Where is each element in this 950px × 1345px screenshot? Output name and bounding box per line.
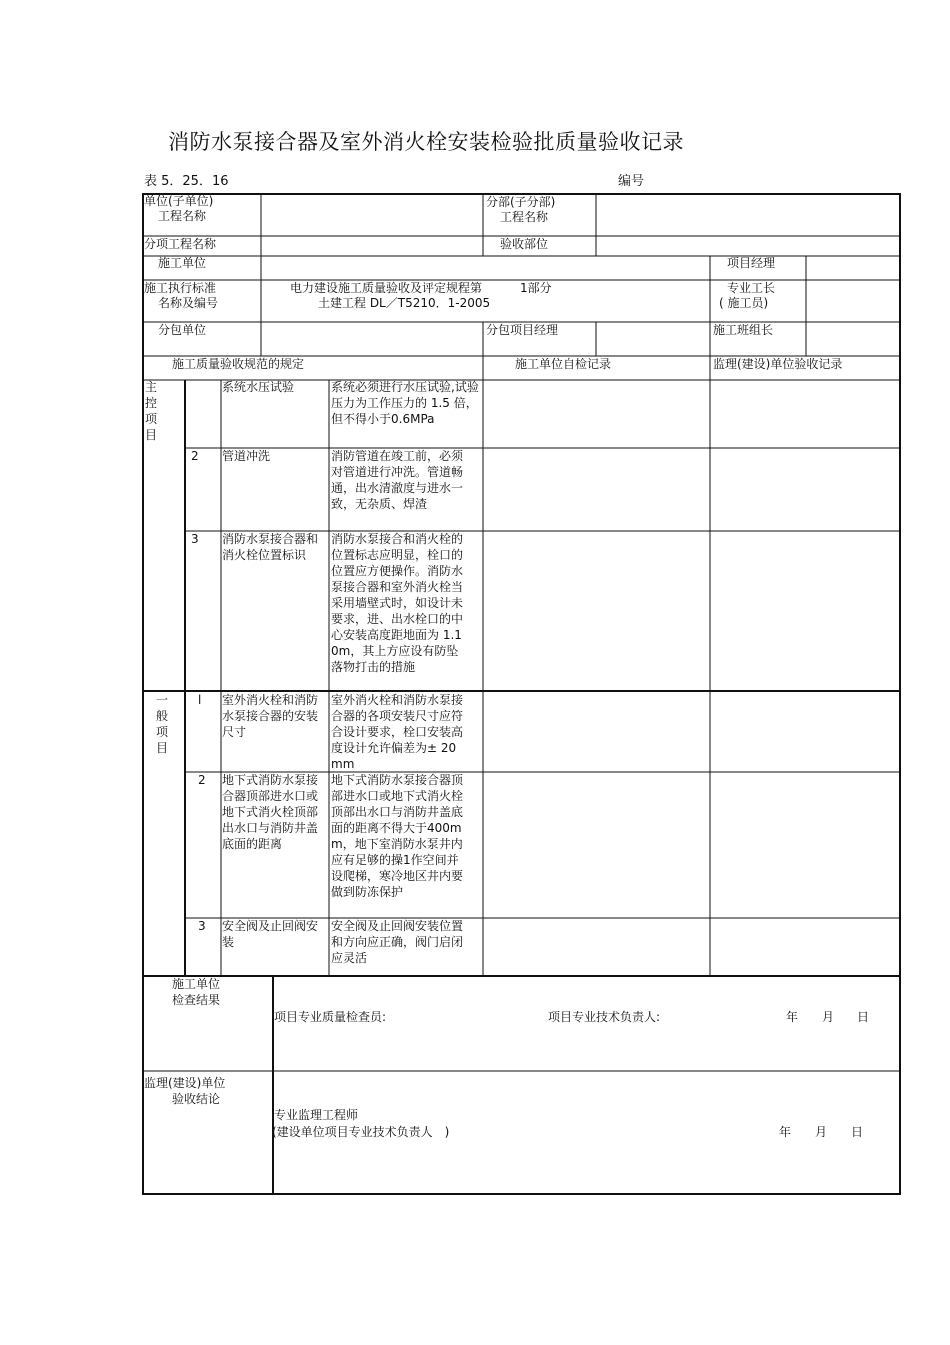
page-title: 消防水泵接合器及室外消火栓安装检验批质量验收记录 [168,130,684,154]
general-items-label-char: 目 [156,741,169,755]
item-name: 系统水压试验 [222,380,295,394]
supervisor-label-2: (建设单位项目专业技术负责人 ) [272,1125,450,1139]
check-result-label-2: 检查结果 [172,993,221,1007]
item-requirement: 消防水泵接合和消火栓的位置标志应明显，栓口的位置应方便操作。消防水泵接合器和室外消火栓当采用墙壁式时，如设计未要求，进、出水栓口的中心安装高度距地面为 1.10m，其上方应设有防坠落物打击的措施 [331,532,464,674]
standard-value-part: 1部分 [520,281,552,295]
item-name: 管道冲洗 [222,449,271,463]
table-number: 表 5．25．16 [144,174,229,189]
conclusion-label-2: 验收结论 [172,1092,221,1106]
item-name: 地下式消防水泵接合器顶部进水口或地下式消火栓顶部出水口与消防井盖底面的距离 [222,773,319,851]
item-requirement: 室外消火栓和消防水泵接合器的各项安装尺寸应符合设计要求，栓口安装高度设计允许偏差为± 20mm [331,693,464,771]
sub-part-label-1: 分部(子分部) [486,195,556,209]
conclusion-label-1: 监理(建设)单位 [144,1076,226,1090]
main-items-label-char: 控 [145,396,158,410]
standard-value-1: 电力建设施工质量验收及评定规程第 [290,281,483,295]
item-name: 消防水泵接合器和消火栓位置标识 [222,532,319,562]
standard-label-2: 名称及编号 [158,296,219,310]
date-day: 日 [851,1125,864,1139]
date-month: 月 [815,1125,828,1139]
main-items-label-char: 项 [145,412,158,426]
date-year: 年 [779,1125,792,1139]
item-requirement: 地下式消防水泵接合器顶部进水口或地下式消火栓顶部出水口与消防井盖底面的距离不得大于400mm，地下室消防水泵井内应有足够的操1作空间并设爬梯，寒冷地区井内要做到防冻保护 [331,773,464,899]
sub-part-label-2: 工程名称 [500,210,549,224]
inspector-label: 项目专业质量检查员: [274,1010,387,1024]
foreman-label-2: ( 施工员) [719,296,769,310]
item-name: 安全阀及止回阀安装 [222,919,319,949]
column-spec: 施工质量验收规范的规定 [172,357,305,371]
date-year: 年 [786,1010,799,1024]
item-requirement: 安全阀及止回阀安装位置和方向应正确，阀门启闭应灵活 [331,919,464,965]
row-number: 3 [198,919,206,933]
team-leader-label: 施工班组长 [713,323,774,337]
supervisor-label-1: 专业监理工程师 [274,1108,359,1122]
sub-item-label: 分项工程名称 [144,237,217,251]
subcontract-unit-label: 分包单位 [158,323,207,337]
row-number: 2 [198,773,206,787]
item-requirement: 消防管道在竣工前，必须对管道进行冲洗。管道畅通，出水清澈度与进水一致，无杂质、焊渣 [331,449,464,511]
row-number: 2 [191,449,199,463]
unit-name-label-2: 工程名称 [158,209,207,223]
construction-unit-label: 施工单位 [158,256,207,270]
row-number: 3 [191,532,199,546]
main-items-label-char: 目 [145,428,158,442]
standard-value-2: 土建工程 DL／T5210．1-2005 [318,296,491,310]
standard-label-1: 施工执行标准 [144,281,217,295]
acceptance-part-label: 验收部位 [500,237,549,251]
project-manager-label: 项目经理 [727,256,776,270]
main-items-label-char: 主 [145,380,158,394]
item-requirement: 系统必须进行水压试验,试验压力为工作压力的 1.5 倍，但不得小于0.6MPa [331,380,479,426]
tech-lead-label: 项目专业技术负责人: [548,1010,661,1024]
unit-name-label-1: 单位(子单位) [144,194,214,208]
column-supervision: 监理(建设)单位验收记录 [713,357,843,371]
check-result-label-1: 施工单位 [172,977,221,991]
item-name: 室外消火栓和消防水泵接合器的安装尺寸 [222,693,319,739]
subcontract-manager-label: 分包项目经理 [486,323,559,337]
row-number: l [198,693,202,707]
foreman-label-1: 专业工长 [727,281,776,295]
document-number-label: 编号 [618,174,645,189]
general-items-label-char: 般 [156,709,169,723]
general-items-label-char: 项 [156,725,169,739]
date-day: 日 [857,1010,870,1024]
general-items-label-char: 一 [156,693,169,707]
date-month: 月 [822,1010,835,1024]
column-self-check: 施工单位自检记录 [515,357,612,371]
